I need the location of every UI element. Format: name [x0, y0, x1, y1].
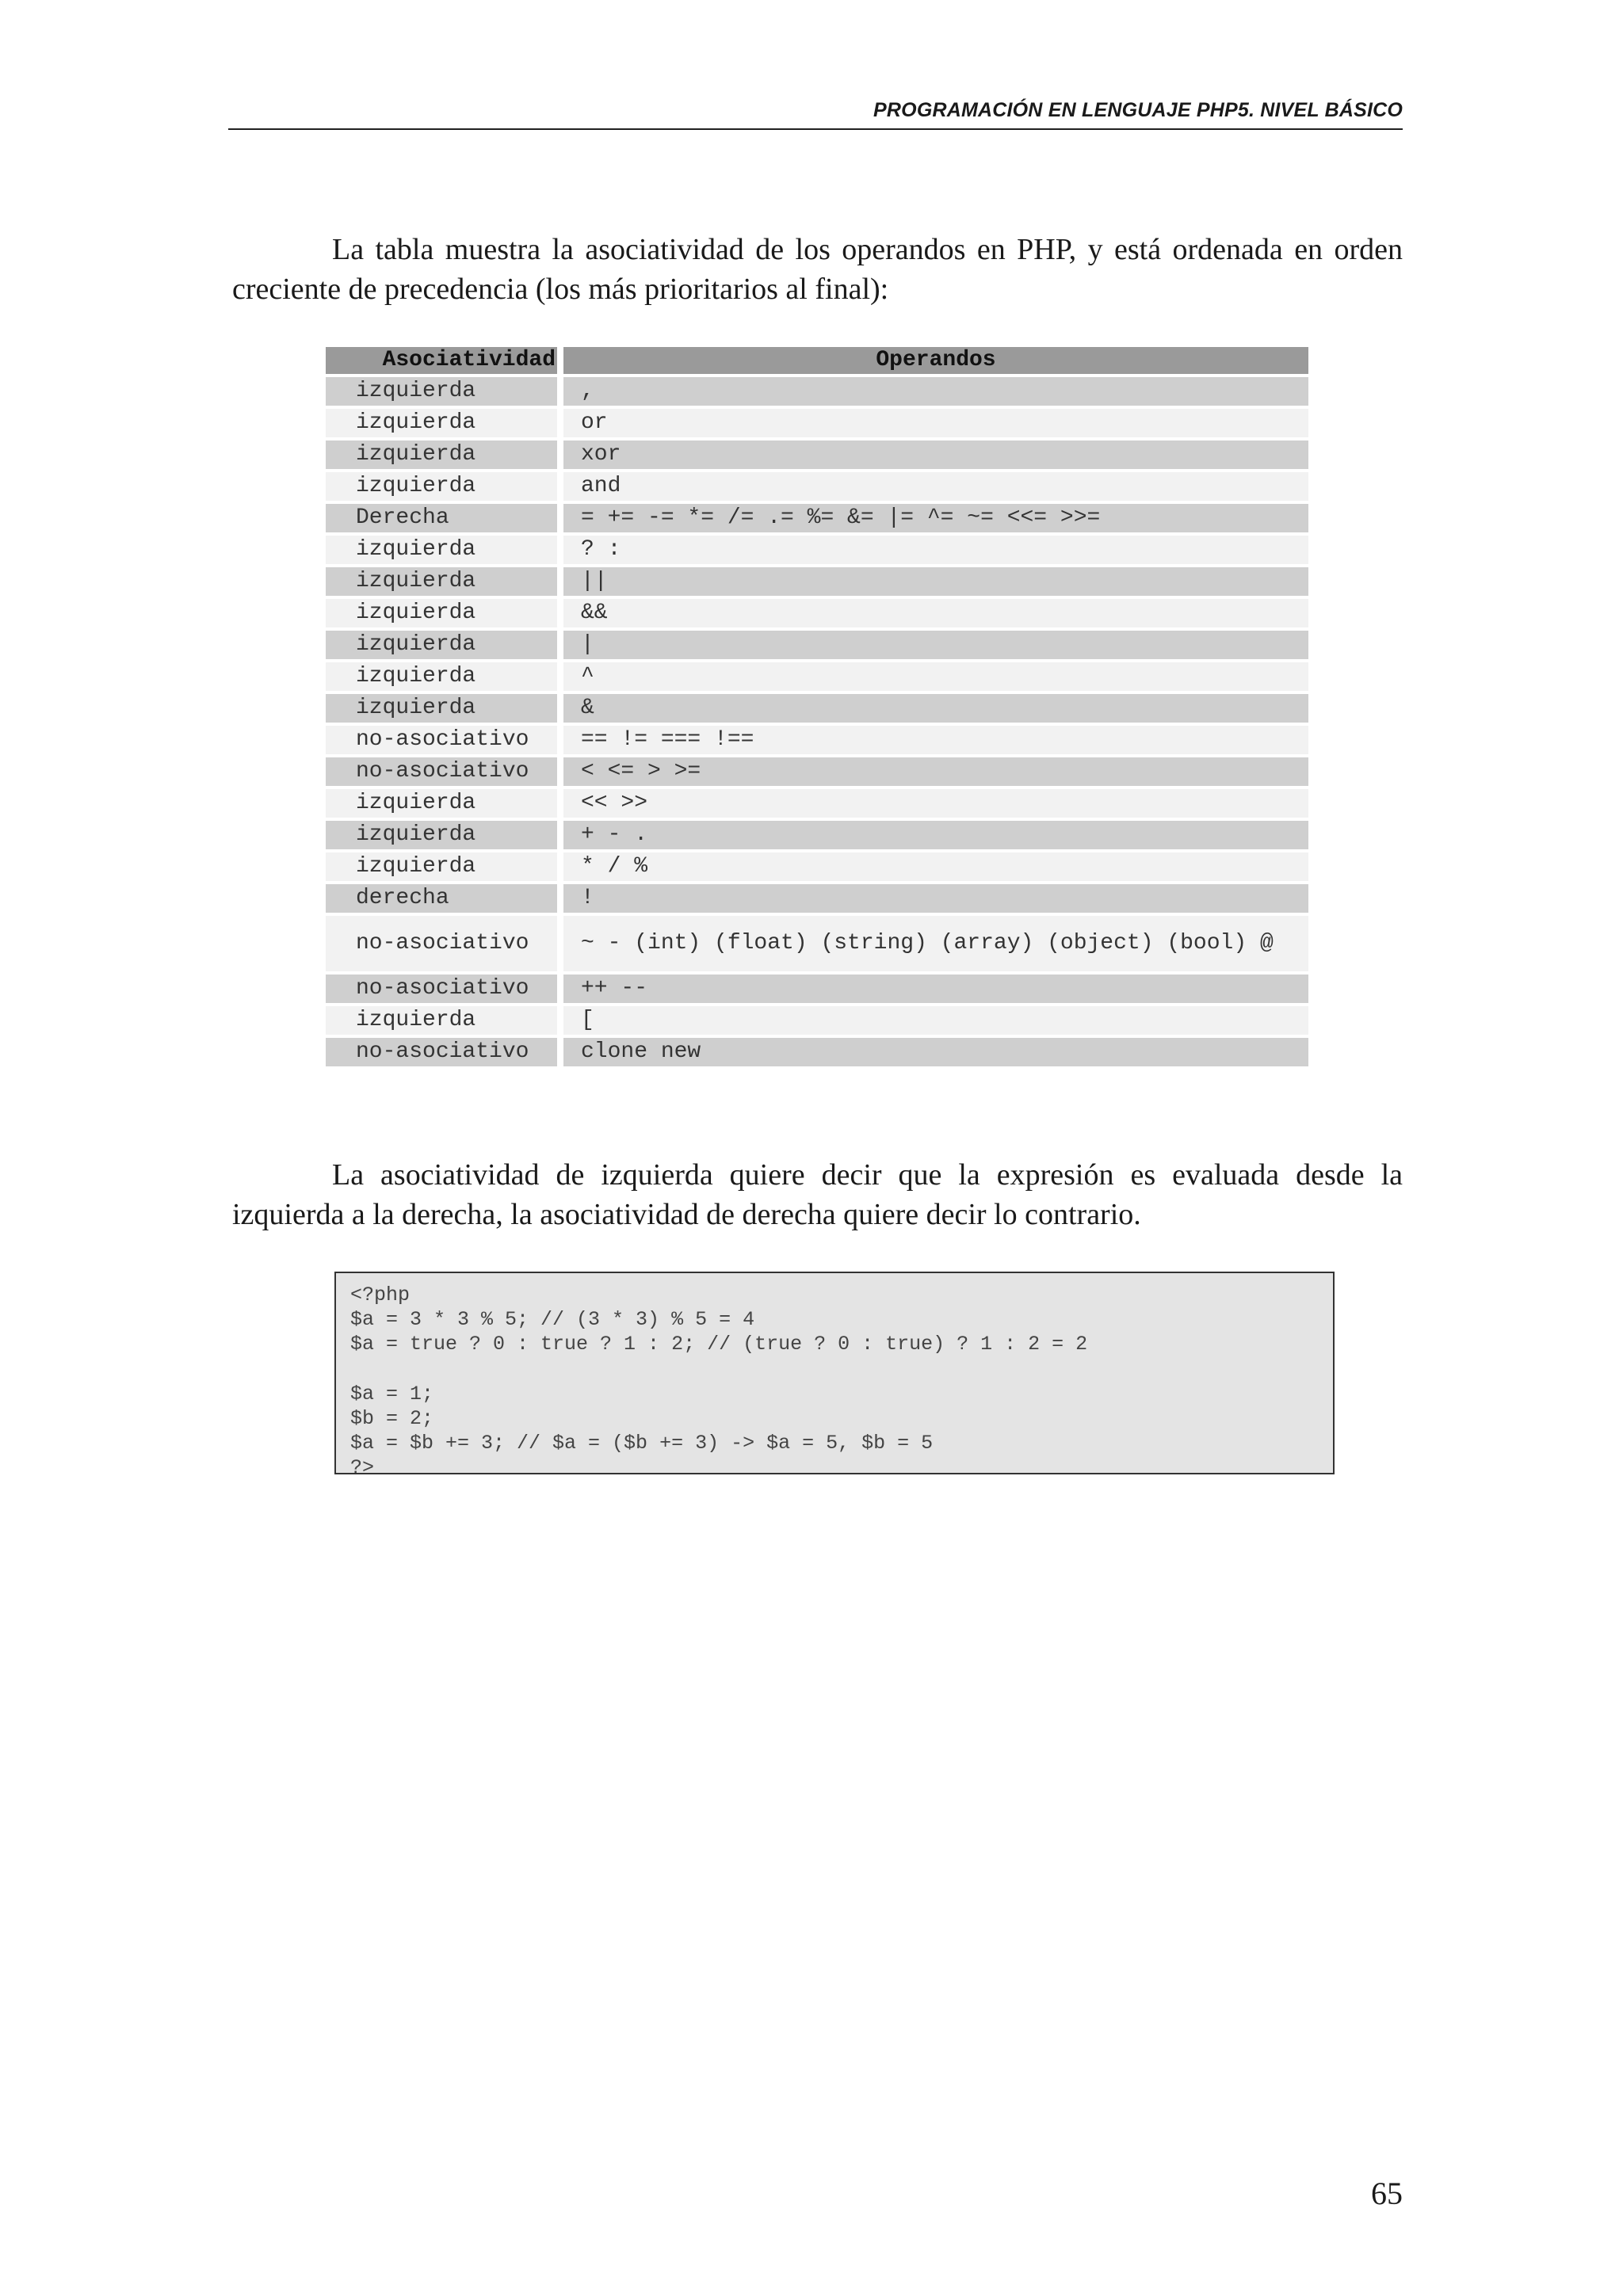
associativity-cell: izquierda: [326, 789, 557, 818]
associativity-cell: izquierda: [326, 441, 557, 469]
running-header: [228, 92, 1403, 130]
table-row: [326, 916, 1308, 971]
operands-cell: [: [563, 1006, 1308, 1035]
operands-cell: + - .: [563, 821, 1308, 849]
table-row: [326, 536, 1308, 564]
table-row: [326, 757, 1308, 786]
header-associativity: Asociatividad: [326, 347, 557, 374]
operands-cell: and: [563, 472, 1308, 501]
table-row: [326, 694, 1308, 723]
operands-cell: &&: [563, 599, 1308, 627]
operands-cell: ||: [563, 567, 1308, 596]
table-row: [326, 726, 1308, 754]
operands-cell: &: [563, 694, 1308, 723]
explanation-paragraph: La asociatividad de izquierda quiere decir que la expresión es evaluada desde la izquierda a la derecha, la asociatividad de derecha quiere decir lo contrario.: [232, 1158, 1403, 1231]
operands-cell: * / %: [563, 852, 1308, 881]
table-row: [326, 409, 1308, 437]
table-row: [326, 631, 1308, 659]
table-row: [326, 1038, 1308, 1066]
operands-cell: xor: [563, 441, 1308, 469]
table-row: [326, 504, 1308, 532]
header-operands: Operandos: [563, 347, 1308, 374]
operands-cell: !: [563, 884, 1308, 913]
table-row: [326, 1006, 1308, 1035]
code-example: [334, 1272, 1335, 1474]
associativity-cell: izquierda: [326, 631, 557, 659]
code-line: $a = 1;: [350, 1382, 434, 1405]
associativity-cell: Derecha: [326, 504, 557, 532]
operands-cell: = += -= *= /= .= %= &= |= ^= ~= <<= >>=: [563, 504, 1308, 532]
operands-cell: ~ - (int) (float) (string) (array) (object) (bool) @: [563, 916, 1308, 971]
table-row: [326, 377, 1308, 406]
table-row: [326, 472, 1308, 501]
associativity-cell: izquierda: [326, 409, 557, 437]
table-row: [326, 821, 1308, 849]
associativity-cell: no-asociativo: [326, 757, 557, 786]
associativity-cell: izquierda: [326, 536, 557, 564]
operands-cell: ^: [563, 662, 1308, 691]
code-line: $a = $b += 3; // $a = ($b += 3) -> $a = 5, $b = 5: [350, 1432, 934, 1455]
associativity-cell: izquierda: [326, 567, 557, 596]
operands-cell: ++ --: [563, 974, 1308, 1003]
table-row: [326, 662, 1308, 691]
page-number: 65: [1371, 2176, 1403, 2211]
operands-cell: ,: [563, 377, 1308, 406]
code-line: $a = true ? 0 : true ? 1 : 2; // (true ? 0 : true) ? 1 : 2 = 2: [350, 1333, 1088, 1356]
associativity-cell: izquierda: [326, 472, 557, 501]
associativity-cell: izquierda: [326, 599, 557, 627]
table-body: [326, 377, 1308, 1066]
running-title: PROGRAMACIÓN EN LENGUAJE PHP5. NIVEL BÁSICO: [873, 99, 1403, 121]
operands-cell: << >>: [563, 789, 1308, 818]
table-row: [326, 852, 1308, 881]
operands-cell: |: [563, 631, 1308, 659]
associativity-cell: izquierda: [326, 377, 557, 406]
associativity-cell: izquierda: [326, 1006, 557, 1035]
operands-cell: or: [563, 409, 1308, 437]
operands-cell: ? :: [563, 536, 1308, 564]
operands-cell: clone new: [563, 1038, 1308, 1066]
associativity-cell: izquierda: [326, 662, 557, 691]
code-line: <?php: [350, 1283, 411, 1306]
table-row: [326, 884, 1308, 913]
associativity-cell: izquierda: [326, 821, 557, 849]
code-line: $b = 2;: [350, 1406, 434, 1430]
table-row: [326, 974, 1308, 1003]
code-line: [350, 1357, 1319, 1382]
intro-paragraph: La tabla muestra la asociatividad de los operandos en PHP, y está ordenada en orden creciente de precedencia (los más prioritarios al final):: [232, 233, 1403, 306]
operands-cell: == != === !==: [563, 726, 1308, 754]
associativity-cell: izquierda: [326, 694, 557, 723]
table-row: [326, 599, 1308, 627]
table-header-row: [326, 347, 1308, 374]
associativity-cell: izquierda: [326, 852, 557, 881]
associativity-table: [326, 344, 1308, 1070]
table-row: [326, 441, 1308, 469]
operands-cell: < <= > >=: [563, 757, 1308, 786]
associativity-cell: no-asociativo: [326, 916, 557, 971]
table-row: [326, 567, 1308, 596]
associativity-cell: derecha: [326, 884, 557, 913]
table-row: [326, 789, 1308, 818]
code-line: $a = 3 * 3 % 5; // (3 * 3) % 5 = 4: [350, 1308, 755, 1332]
associativity-cell: no-asociativo: [326, 726, 557, 754]
code-line: ?>: [350, 1456, 375, 1474]
associativity-cell: no-asociativo: [326, 1038, 557, 1066]
associativity-cell: no-asociativo: [326, 974, 557, 1003]
